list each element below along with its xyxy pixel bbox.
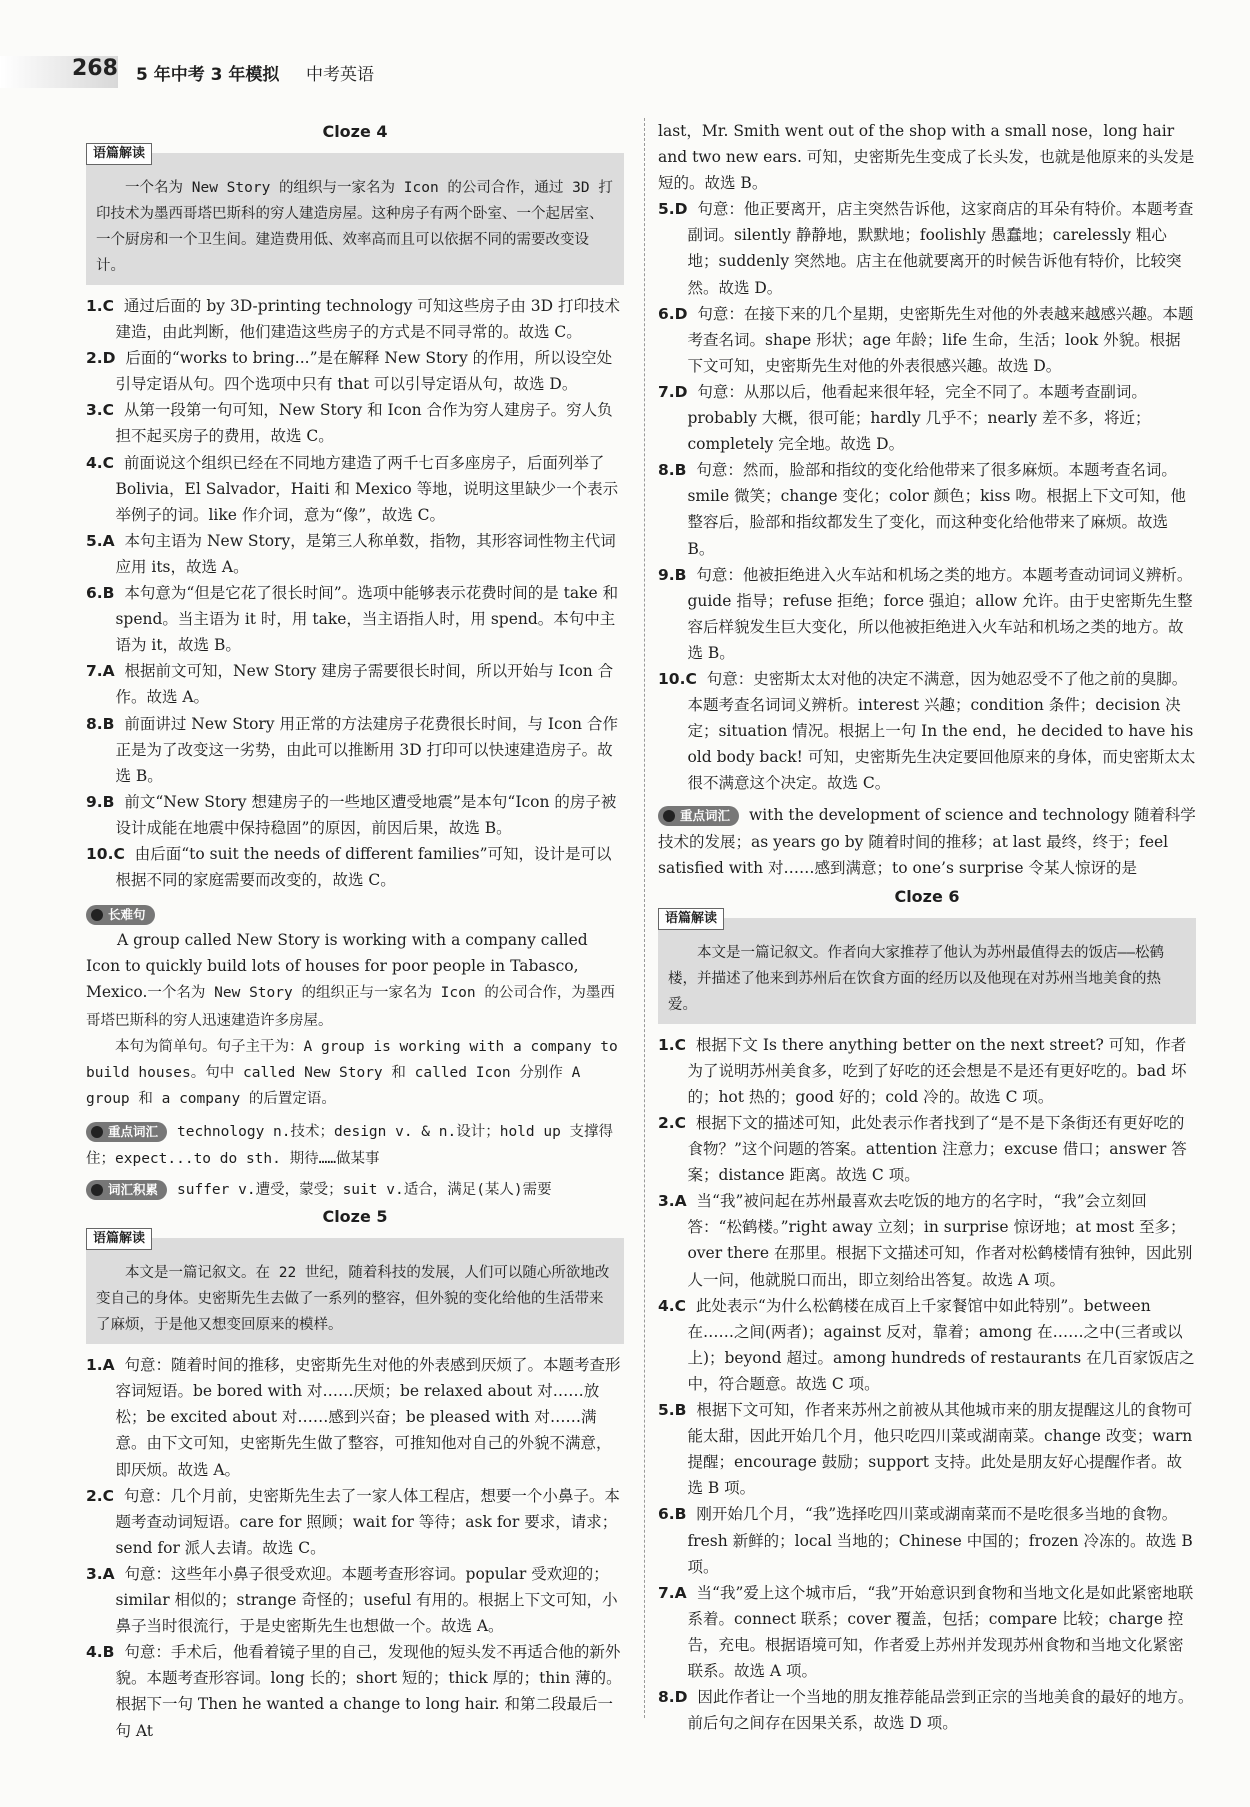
answer-item xyxy=(86,345,624,397)
cloze6-answers xyxy=(658,1032,1196,1737)
answer-number: 8.D xyxy=(658,1688,688,1707)
answer-number: 2.D xyxy=(86,349,116,368)
cloze5-answers xyxy=(86,1352,624,1743)
answer-number: 9.B xyxy=(658,565,687,584)
answer-item xyxy=(658,1580,1196,1684)
answer-explanation: 根据下文可知，作者来苏州之前被从其他城市来的朋友提醒这儿的食物可能太甜，因此开始几个月，他只吃四川菜或湖南菜。change 改变；warn 提醒；encourage 鼓励；support 支持。此处是朋友好心提醒作者。故选 B 项。 xyxy=(687,1401,1193,1498)
cloze4-summary: 一个名为 New Story 的组织与一家名为 Icon 的公司合作，通过 3D 打印技术为墨西哥塔巴斯科的穷人建造房屋。这种房子有两个卧室、一个起居室、一个厨房和一个卫生间。建造费用低、效率高而且可以依据不同的需要改变设计。 xyxy=(96,180,613,274)
answer-item xyxy=(658,379,1196,457)
answer-item xyxy=(86,1639,624,1743)
cloze4-summary-box xyxy=(86,146,624,285)
answer-item xyxy=(658,1684,1196,1736)
long-sentence-label: 长难句 xyxy=(86,905,155,925)
answer-item xyxy=(658,1032,1196,1110)
answer-item xyxy=(86,397,624,449)
cloze4-accum-text: suffer v.遭受，蒙受；suit v.适合，满足(某人)需要 xyxy=(177,1182,552,1199)
cloze4-vocab xyxy=(86,1118,624,1172)
answer-number: 8.B xyxy=(658,461,687,480)
answer-item xyxy=(658,562,1196,666)
answer-explanation: 根据下文 Is there anything better on the next street? 可知，作者为了说明苏州美食多，吃到了好吃的还会想是不是还有更好吃的。bad 坏的；hot 热的；good 好的；cold 冷的。故选 C 项。 xyxy=(687,1035,1187,1106)
answer-number: 3.A xyxy=(86,1564,115,1583)
answer-explanation: 句意：从那以后，他看起来很年轻，完全不同了。本题考查副词。probably 大概，很可能；hardly 几乎不；nearly 差不多，将近；completely 完全地。故选 D。 xyxy=(687,382,1151,454)
vocab-label: 重点词汇 xyxy=(86,1122,167,1142)
answer-explanation: 句意：他被拒绝进入火车站和机场之类的地方。本题考查动词词义辨析。guide 指导；refuse 拒绝；force 强迫；allow 允许。由于史密斯先生整容后样貌发生巨大变化，所以他被拒绝进入火车站和机场之类的地方。故选 B。 xyxy=(687,565,1193,662)
answer-explanation: 句意：这些年小鼻子很受欢迎。本题考查形容词。popular 受欢迎的；similar 相似的；strange 奇怪的；useful 有用的。根据上下文可知，小鼻子当时很流行，于是史密斯先生也想做一个。故选 A。 xyxy=(115,1564,618,1636)
answer-item xyxy=(658,301,1196,379)
answer-explanation: 句意：手术后，他看着镜子里的自己，发现他的短头发不再适合他的新外貌。本题考查形容词。long 长的；short 短的；thick 厚的；thin 薄的。根据下一句 Then he wanted a change to long hair. 和第二段最后一句 At xyxy=(115,1643,622,1740)
answer-explanation: 从第一段第一句可知，New Story 和 Icon 合作为穷人建房子。穷人负担不起买房子的费用，故选 C。 xyxy=(115,401,613,446)
answer-explanation: 前面讲过 New Story 用正常的方法建房子花费很长时间，与 Icon 合作正是为了改变这一劣势，由此可以推断用 3D 打印可以快速建造房子。故选 B。 xyxy=(115,714,618,785)
subject-title: 中考英语 xyxy=(306,65,374,85)
answer-number: 7.A xyxy=(658,1583,687,1602)
answer-explanation: 句意：然而，脸部和指纹的变化给他带来了很多麻烦。本题考查名词。smile 微笑；change 变化；color 颜色；kiss 吻。根据上下文可知，他整容后，脸部和指纹都发生了变化，而这种变化给他带来了麻烦。故选 B。 xyxy=(687,461,1186,558)
answer-number: 10.C xyxy=(86,844,125,863)
long-sentence xyxy=(86,927,624,1033)
answer-explanation: 前面说这个组织已经在不同地方建造了两千七百多座房子，后面列举了 Bolivia，El Salvador，Haiti 和 Mexico 等地，说明这里缺少一个表示举例子的词。like 作介词，意为“像”，故选 C。 xyxy=(115,453,619,524)
answer-item xyxy=(658,1110,1196,1188)
answer-explanation: 因此作者让一个当地的朋友推荐能品尝到正宗的当地美食的最好的地方。前后句之间存在因果关系，故选 D 项。 xyxy=(687,1688,1194,1733)
answer-explanation: 句意：随着时间的推移，史密斯先生对他的外表感到厌烦了。本题考查形容词短语。be bored with 对……厌烦；be relaxed about 对……放松；be excited about 对……感到兴奋；be pleased with 对……满意。由下文可知，史密斯先生做了整容，可推知他对自己的外貌不满意，即厌烦。故选 A。 xyxy=(115,1356,621,1479)
summary-label: 语篇解读 xyxy=(658,908,724,930)
cloze5-vocab-text: with the development of science and technology 随着科学技术的发展；as years go by 随着时间的推移；at last 最终，终于；feel satisfied with 对……感到满意；to one’s surprise 令某人惊讶的是 xyxy=(658,806,1196,877)
answer-item xyxy=(86,658,624,710)
column-divider xyxy=(644,118,645,1718)
answer-item xyxy=(86,293,624,345)
answer-item xyxy=(86,1352,624,1482)
answer-number: 2.C xyxy=(86,1486,115,1505)
answer-number: 6.B xyxy=(658,1505,687,1524)
answer-explanation: 后面的“works to bring...”是在解释 New Story 的作用，所以设空处引导定语从句。四个选项中只有 that 可以引导定语从句，故选 D。 xyxy=(115,349,613,394)
answer-explanation: 通过后面的 by 3D-printing technology 可知这些房子由 3D 打印技术建造，由此判断，他们建造这些房子的方式是不同寻常的。故选 C。 xyxy=(115,297,620,342)
cloze5-summary-box xyxy=(86,1231,624,1344)
answer-explanation: 句意：他正要离开，店主突然告诉他，这家商店的耳朵有特价。本题考查副词。silently 静静地，默默地；foolishly 愚蠢地；carelessly 粗心地；suddenly 突然地。店主在他就要离开的时候告诉他有特价，比较突然。故选 D。 xyxy=(687,200,1194,297)
answer-item xyxy=(658,1397,1196,1501)
answer-explanation: 句意：史密斯太太对他的决定不满意，因为她忍受不了他之前的臭脚。本题考查名词词义辨析。interest 兴趣；condition 条件；decision 决定；situation 情况。根据上一句 In the end，he decided to have his old body back! 可知，史密斯先生决定要回他原来的身体，而史密斯太太很不满意这个决定。故选 C。 xyxy=(687,669,1196,793)
vocab-label: 重点词汇 xyxy=(658,806,739,826)
answer-number: 8.B xyxy=(86,714,115,733)
answer-number: 7.D xyxy=(658,382,688,401)
answer-explanation: 句意：几个月前，史密斯先生去了一家人体工程店，想要一个小鼻子。本题考查动词短语。care for 照顾；wait for 等待；ask for 要求，请求；send for 派人去请。故选 C。 xyxy=(115,1486,620,1557)
answer-explanation: 本句主语为 New Story，是第三人称单数，指物，其形容词性物主代词应用 its，故选 A。 xyxy=(115,531,616,576)
cloze5-title: Cloze 5 xyxy=(322,1207,388,1227)
long-sentence-cn: 一个名为 New Story 的组织正与一家名为 Icon 的公司合作，为墨西哥塔巴斯科的穷人迅速建造许多房屋。 xyxy=(86,985,615,1029)
answer-explanation: 根据前文可知，New Story 建房子需要很长时间，所以开始与 Icon 合作。故选 A。 xyxy=(115,662,614,707)
book-title: 5 年中考 3 年模拟 xyxy=(136,65,280,85)
cloze6-summary-box xyxy=(658,910,1196,1024)
cloze4-vocab-text: technology n.技术；design v. & n.设计；hold up 支撑得住；expect...to do sth. 期待……做某事 xyxy=(86,1123,614,1167)
answer-item xyxy=(658,196,1196,300)
answer-number: 4.B xyxy=(86,1643,115,1662)
cloze5-item4-continued: last，Mr. Smith went out of the shop with a small nose，long hair and two new ears. 可知，史密斯先生变成了长头发，也就是他原来的头发是短的。故选 B。 xyxy=(658,122,1195,193)
answer-number: 7.A xyxy=(86,662,115,681)
answer-explanation: 当“我”爱上这个城市后，“我”开始意识到食物和当地文化是如此紧密地联系着。connect 联系；cover 覆盖，包括；compare 比较；charge 控告，充电。根据语境可知，作者爱上苏州并发现苏州食物和当地文化紧密联系。故选 A 项。 xyxy=(687,1583,1194,1680)
answer-item xyxy=(86,450,624,528)
long-sentence-en: A group called New Story is working with a company called Icon to quickly build lots of houses for poor people in Tabasco, Mexico. xyxy=(86,931,588,1002)
answer-item xyxy=(658,1188,1196,1292)
answer-item xyxy=(86,711,624,789)
right-column xyxy=(658,118,1196,1736)
answer-item xyxy=(658,1293,1196,1397)
left-column xyxy=(86,118,624,1744)
answer-item xyxy=(658,666,1196,796)
page-number: 268 xyxy=(72,56,118,81)
answer-explanation: 根据下文的描述可知，此处表示作者找到了“是不是下条街还有更好吃的食物？”这个问题的答案。attention 注意力；excuse 借口；answer 答案；distance 距离。故选 C 项。 xyxy=(687,1114,1187,1185)
answer-number: 5.B xyxy=(658,1401,687,1420)
answer-explanation: 本句意为“但是它花了很长时间”。选项中能够表示花费时间的是 take 和 spend。当主语为 it 时，用 take，当主语指人时，用 spend。本句中主语为 it，故选 B。 xyxy=(115,584,619,655)
answer-explanation: 当“我”被问起在苏州最喜欢去吃饭的地方的名字时，“我”会立刻回答：“松鹤楼。”right away 立刻；in surprise 惊讶地；at most 至多；over there 在那里。根据下文描述可知，作者对松鹤楼情有独钟，因此别人一问，他就脱口而出，即立刻给出答复。故选 A 项。 xyxy=(687,1192,1193,1289)
answer-explanation: 刚开始几个月，“我”选择吃四川菜或湖南菜而不是吃很多当地的食物。fresh 新鲜的；local 当地的；Chinese 中国的；frozen 冷冻的。故选 B 项。 xyxy=(687,1505,1193,1576)
cloze6-summary: 本文是一篇记叙文。作者向大家推荐了他认为苏州最值得去的饭店——松鹤楼，并描述了他来到苏州后在饮食方面的经历以及他现在对苏州当地美食的热爱。 xyxy=(668,944,1164,1013)
answer-number: 5.A xyxy=(86,531,115,550)
answer-item xyxy=(86,1561,624,1639)
summary-label: 语篇解读 xyxy=(86,1228,152,1250)
answer-number: 2.C xyxy=(658,1114,687,1132)
cloze6-title: Cloze 6 xyxy=(894,886,960,906)
answer-number: 1.C xyxy=(658,1035,687,1054)
cloze5-summary: 本文是一篇记叙文。在 22 世纪，随着科技的发展，人们可以随心所欲地改变自己的身体。史密斯先生去做了一系列的整容，但外貌的变化给他的生活带来了麻烦，于是他又想变回原来的模样。 xyxy=(96,1265,610,1334)
answer-number: 4.C xyxy=(86,453,115,472)
cloze4-answers xyxy=(86,293,624,893)
answer-explanation: 由后面“to suit the needs of different families”可知，设计是可以根据不同的家庭需要而改变的，故选 C。 xyxy=(115,844,612,890)
answer-number: 10.C xyxy=(658,669,697,688)
answer-item xyxy=(86,580,624,658)
answer-number: 4.C xyxy=(658,1296,687,1315)
answer-item xyxy=(86,789,624,841)
answer-item xyxy=(658,1501,1196,1579)
answer-number: 1.C xyxy=(86,297,115,315)
answer-number: 3.C xyxy=(86,401,115,420)
answer-item xyxy=(86,841,624,893)
answer-item xyxy=(658,457,1196,561)
accum-label: 词汇积累 xyxy=(86,1180,167,1200)
answer-number: 1.A xyxy=(86,1356,115,1375)
answer-number: 9.B xyxy=(86,792,115,811)
cloze5-answers-continued xyxy=(658,196,1196,796)
answer-number: 5.D xyxy=(658,200,688,219)
cloze4-accum xyxy=(86,1176,624,1203)
answer-number: 6.B xyxy=(86,584,115,603)
long-sentence-note: 本句为简单句。句子主干为：A group is working with a company to build houses。句中 called New Story 和 called Icon 分别作 A group 和 a company 的后置定语。 xyxy=(86,1038,618,1107)
summary-label: 语篇解读 xyxy=(86,143,152,165)
page-header xyxy=(0,52,1250,92)
cloze4-title: Cloze 4 xyxy=(322,122,388,141)
answer-explanation: 此处表示“为什么松鹤楼在成百上千家餐馆中如此特别”。between 在……之间(两者)；against 反对，靠着；among 在……之中(三者或以上)；beyond 超过。among hundreds of restaurants 在几百家饭店之中，符合题意。故选 C 项。 xyxy=(687,1296,1195,1393)
answer-explanation: 前文“New Story 想建房子的一些地区遭受地震”是本句“Icon 的房子被设计成能在地震中保持稳固”的原因，前因后果，故选 B。 xyxy=(115,792,617,837)
answer-item xyxy=(86,528,624,580)
long-sentence-section xyxy=(86,901,624,927)
answer-explanation: 句意：在接下来的几个星期，史密斯先生对他的外表越来越感兴趣。本题考查名词。shape 形状；age 年龄；life 生命，生活；look 外貌。根据下文可知，史密斯先生对他的外表很感兴趣。故选 D。 xyxy=(687,304,1194,375)
cloze5-vocab xyxy=(658,802,1196,880)
answer-number: 6.D xyxy=(658,304,688,323)
answer-item xyxy=(86,1483,624,1561)
answer-number: 3.A xyxy=(658,1192,687,1211)
